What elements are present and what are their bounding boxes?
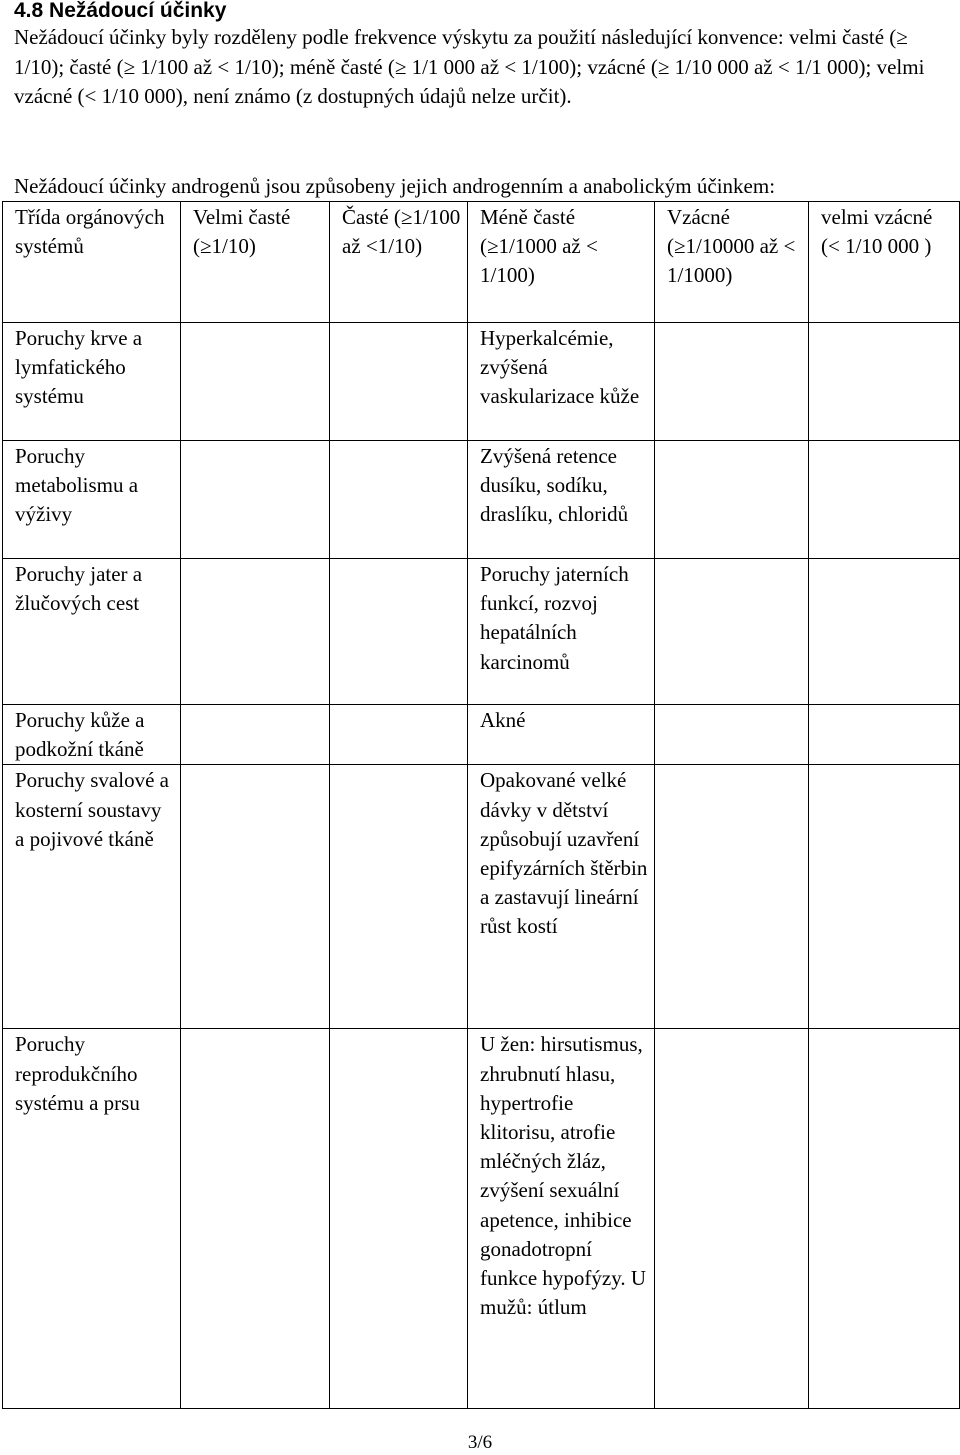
table-row: [3, 559, 960, 705]
header-uncommon: Méně časté (≥1/1000 až < 1/100): [468, 202, 655, 323]
uncommon-cell: Poruchy jaterních funkcí, rozvoj hepatálních karcinomů: [468, 559, 655, 705]
very-rare-cell: [809, 559, 960, 705]
page-number: 3/6: [467, 1432, 493, 1453]
very-common-cell: [181, 1029, 330, 1409]
section-heading: 4.8 Nežádoucí účinky: [14, 0, 227, 22]
common-cell: [330, 1029, 468, 1409]
very-common-cell: [181, 323, 330, 441]
organ-class-cell: Poruchy kůže a podkožní tkáně: [3, 705, 181, 765]
table-row: [3, 323, 960, 441]
rare-cell: [655, 705, 809, 765]
very-common-cell: [181, 705, 330, 765]
very-rare-cell: [809, 323, 960, 441]
very-rare-cell: [809, 441, 960, 559]
very-rare-cell: [809, 1029, 960, 1409]
header-organ-class: Třída orgánových systémů: [3, 202, 181, 323]
common-cell: [330, 705, 468, 765]
rare-cell: [655, 559, 809, 705]
table-lead-text: Nežádoucí účinky androgenů jsou způsobeny jejich androgenním a anabolickým účinkem:: [14, 174, 776, 198]
common-cell: [330, 559, 468, 705]
very-common-cell: [181, 559, 330, 705]
uncommon-cell: U žen: hirsutismus, zhrubnutí hlasu, hypertrofie klitorisu, atrofie mléčných žláz, zvýšení sexuální apetence, inhibice gonadotropní funkce hypofýzy. U mužů: útlum: [468, 1029, 655, 1409]
table-row: [3, 705, 960, 765]
rare-cell: [655, 1029, 809, 1409]
rare-cell: [655, 765, 809, 1029]
rare-cell: [655, 441, 809, 559]
very-common-cell: [181, 765, 330, 1029]
organ-class-cell: Poruchy metabolismu a výživy: [3, 441, 181, 559]
organ-class-cell: Poruchy reprodukčního systému a prsu: [3, 1029, 181, 1409]
common-cell: [330, 323, 468, 441]
very-rare-cell: [809, 705, 960, 765]
uncommon-cell: Zvýšená retence dusíku, sodíku, draslíku, chloridů: [468, 441, 655, 559]
uncommon-cell: Opakované velké dávky v dětství způsobují uzavření epifyzárních štěrbin a zastavují lineární růst kostí: [468, 765, 655, 1029]
organ-class-cell: Poruchy krve a lymfatického systému: [3, 323, 181, 441]
uncommon-cell: Hyperkalcémie, zvýšená vaskularizace kůže: [468, 323, 655, 441]
table-row: [3, 441, 960, 559]
rare-cell: [655, 323, 809, 441]
very-common-cell: [181, 441, 330, 559]
organ-class-cell: Poruchy svalové a kosterní soustavy a pojivové tkáně: [3, 765, 181, 1029]
adverse-effects-table: [2, 201, 960, 1409]
frequency-convention-paragraph: Nežádoucí účinky byly rozděleny podle frekvence výskytu za použití následující konvence: velmi časté (≥ 1/10); časté (≥ 1/100 až < 1/10); méně časté (≥ 1/1 000 až < 1/100); vzácné (≥ 1/10 000 až < 1/1 000); velmi vzácné (< 1/10 000), není známo (z dostupných údajů nelze určit).: [14, 25, 925, 108]
header-rare: Vzácné (≥1/10000 až < 1/1000): [655, 202, 809, 323]
organ-class-cell: Poruchy jater a žlučových cest: [3, 559, 181, 705]
header-common: Časté (≥1/100 až <1/10): [330, 202, 468, 323]
very-rare-cell: [809, 765, 960, 1029]
header-very-common: Velmi časté (≥1/10): [181, 202, 330, 323]
header-very-rare: velmi vzácné (< 1/10 000 ): [809, 202, 960, 323]
table-header-row: [3, 202, 960, 323]
table-row: [3, 1029, 960, 1409]
common-cell: [330, 765, 468, 1029]
table-row: [3, 765, 960, 1029]
common-cell: [330, 441, 468, 559]
uncommon-cell: Akné: [468, 705, 655, 765]
